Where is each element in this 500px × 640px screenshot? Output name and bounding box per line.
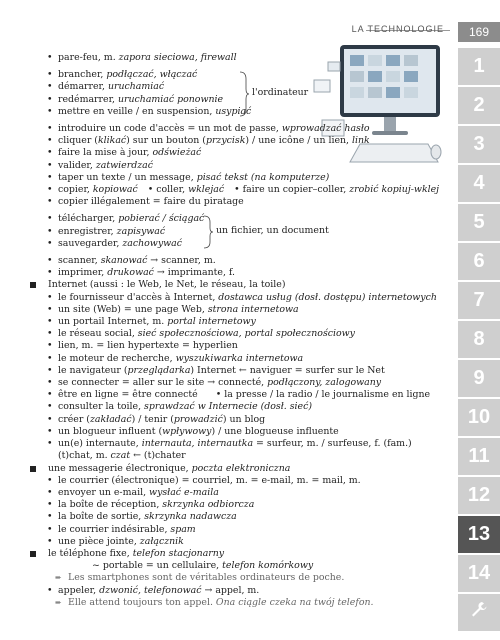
list-item: • pare-feu, m. zapora sieciowa, firewall — [40, 52, 460, 64]
list-item: • brancher, podłączać, włączać — [40, 69, 460, 81]
list-item: • télécharger, pobierać / ściągać — [40, 213, 460, 225]
list-item: • un(e) internaute, internauta, internautka = surfeur, m. / surfeuse, f. (fam.) — [40, 438, 460, 450]
chapter-tab-10[interactable]: 10 — [458, 399, 500, 436]
chapter-tab-5[interactable]: 5 — [458, 204, 500, 241]
list-item: • appeler, dzwonić, telefonować → appel, m. — [40, 585, 460, 597]
list-item: ~ portable = un cellulaire, telefon komórkowy — [92, 560, 314, 572]
chapter-tab-3[interactable]: 3 — [458, 126, 500, 163]
chapter-tab-7[interactable]: 7 — [458, 282, 500, 319]
section-heading: le téléphone fixe, telefon stacjonarny — [40, 548, 460, 560]
list-item: • le courrier indésirable, spam — [40, 524, 460, 536]
list-item: • introduire un code d'accès = un mot de passe, wprowadzać hasło — [40, 123, 460, 135]
chapter-tab-14[interactable]: 14 — [458, 555, 500, 592]
chapter-tab-6[interactable]: 6 — [458, 243, 500, 280]
list-item: • copier, kopiować • coller, wklejać • faire un copier–coller, zrobić kopiuj-wklej — [40, 184, 460, 196]
group-brace — [202, 215, 214, 249]
chapter-tabs — [458, 48, 500, 633]
list-item: • cliquer (klikać) sur un bouton (przycisk) / une icône / un lien, link — [40, 135, 460, 147]
list-item-continuation: (t)chat, m. czat ← (t)chater — [58, 450, 186, 462]
list-item: • scanner, skanować → scanner, m. — [40, 255, 460, 267]
chapter-tab-9[interactable]: 9 — [458, 360, 500, 397]
group-label: un fichier, un document — [216, 225, 329, 237]
computer-group — [40, 69, 460, 118]
list-item: • le navigateur (przeglądarka) Internet ← naviguer = surfer sur le Net — [40, 365, 460, 377]
list-item: • enregistrer, zapisywać — [40, 226, 460, 238]
list-item: • créer (zakładać) / tenir (prowadzić) un blog — [40, 414, 460, 426]
list-item: • faire la mise à jour, odświeżać — [40, 147, 460, 159]
example-sentence: ➨ Les smartphones sont de véritables ordinateurs de poche. — [40, 572, 460, 584]
list-item: • consulter la toile, sprawdzać w Internecie (dosł. sieć) — [40, 401, 460, 413]
list-item: • un blogueur influent (wpływowy) / une blogueuse influente — [40, 426, 460, 438]
wrench-icon-svg — [470, 600, 488, 618]
list-item: • un site (Web) = une page Web, strona internetowa — [40, 304, 460, 316]
list-item: • taper un texte / un message, pisać tekst (na komputerze) — [40, 172, 460, 184]
file-group — [40, 213, 460, 250]
vocabulary-list — [40, 52, 460, 609]
chapter-tab-12[interactable]: 12 — [458, 477, 500, 514]
page-header — [0, 22, 500, 42]
list-item: • valider, zatwierdzać — [40, 160, 460, 172]
page-number: 169 — [458, 22, 500, 42]
chapter-tab-1[interactable]: 1 — [458, 48, 500, 85]
chapter-tab-4[interactable]: 4 — [458, 165, 500, 202]
list-item: • le fournisseur d'accès à Internet, dostawca usług (dosł. dostępu) internetowych — [40, 292, 460, 304]
list-item: • redémarrer, uruchamiać ponownie — [40, 94, 460, 106]
chapter-tab-2[interactable]: 2 — [458, 87, 500, 124]
list-item: • lien, m. = lien hypertexte = hyperlien — [40, 340, 460, 352]
chapter-tab-11[interactable]: 11 — [458, 438, 500, 475]
list-item: • le moteur de recherche, wyszukiwarka internetowa — [40, 353, 460, 365]
running-title: LA TECHNOLOGIE — [351, 24, 444, 34]
section-heading: Internet (aussi : le Web, le Net, le réseau, la toile) — [40, 279, 460, 291]
list-item: • se connecter = aller sur le site → connecté, podłączony, zalogowany — [40, 377, 460, 389]
wrench-icon[interactable] — [458, 594, 500, 631]
chapter-tab-8[interactable]: 8 — [458, 321, 500, 358]
list-item: • être en ligne = être connecté • la presse / la radio / le journalisme en ligne — [40, 389, 460, 401]
group-brace — [238, 71, 250, 117]
section-heading: une messagerie électronique, poczta elektroniczna — [40, 463, 460, 475]
list-item: • le courrier (électronique) = courriel, m. = e-mail, m. = mail, m. — [40, 475, 460, 487]
list-item: • démarrer, uruchamiać — [40, 81, 460, 93]
list-item: • un portail Internet, m. portal internetowy — [40, 316, 460, 328]
group-label: l'ordinateur — [252, 87, 309, 99]
list-item: • le réseau social, sieć społecznościowa, portal społecznościowy — [40, 328, 460, 340]
example-sentence: ➨ Elle attend toujours ton appel. Ona ciągle czeka na twój telefon. — [40, 597, 460, 609]
list-item: • la boîte de réception, skrzynka odbiorcza — [40, 499, 460, 511]
list-item: • la boîte de sortie, skrzynka nadawcza — [40, 511, 460, 523]
chapter-tab-13-active[interactable]: 13 — [458, 516, 500, 553]
list-item: • envoyer un e-mail, wysłać e-maila — [40, 487, 460, 499]
list-item: • copier illégalement = faire du piratage — [40, 196, 460, 208]
list-item: • imprimer, drukować → imprimante, f. — [40, 267, 460, 279]
list-item: • sauvegarder, zachowywać — [40, 238, 460, 250]
list-item: • mettre en veille / en suspension, usypiać — [40, 106, 460, 118]
list-item: • une pièce jointe, załącznik — [40, 536, 460, 548]
